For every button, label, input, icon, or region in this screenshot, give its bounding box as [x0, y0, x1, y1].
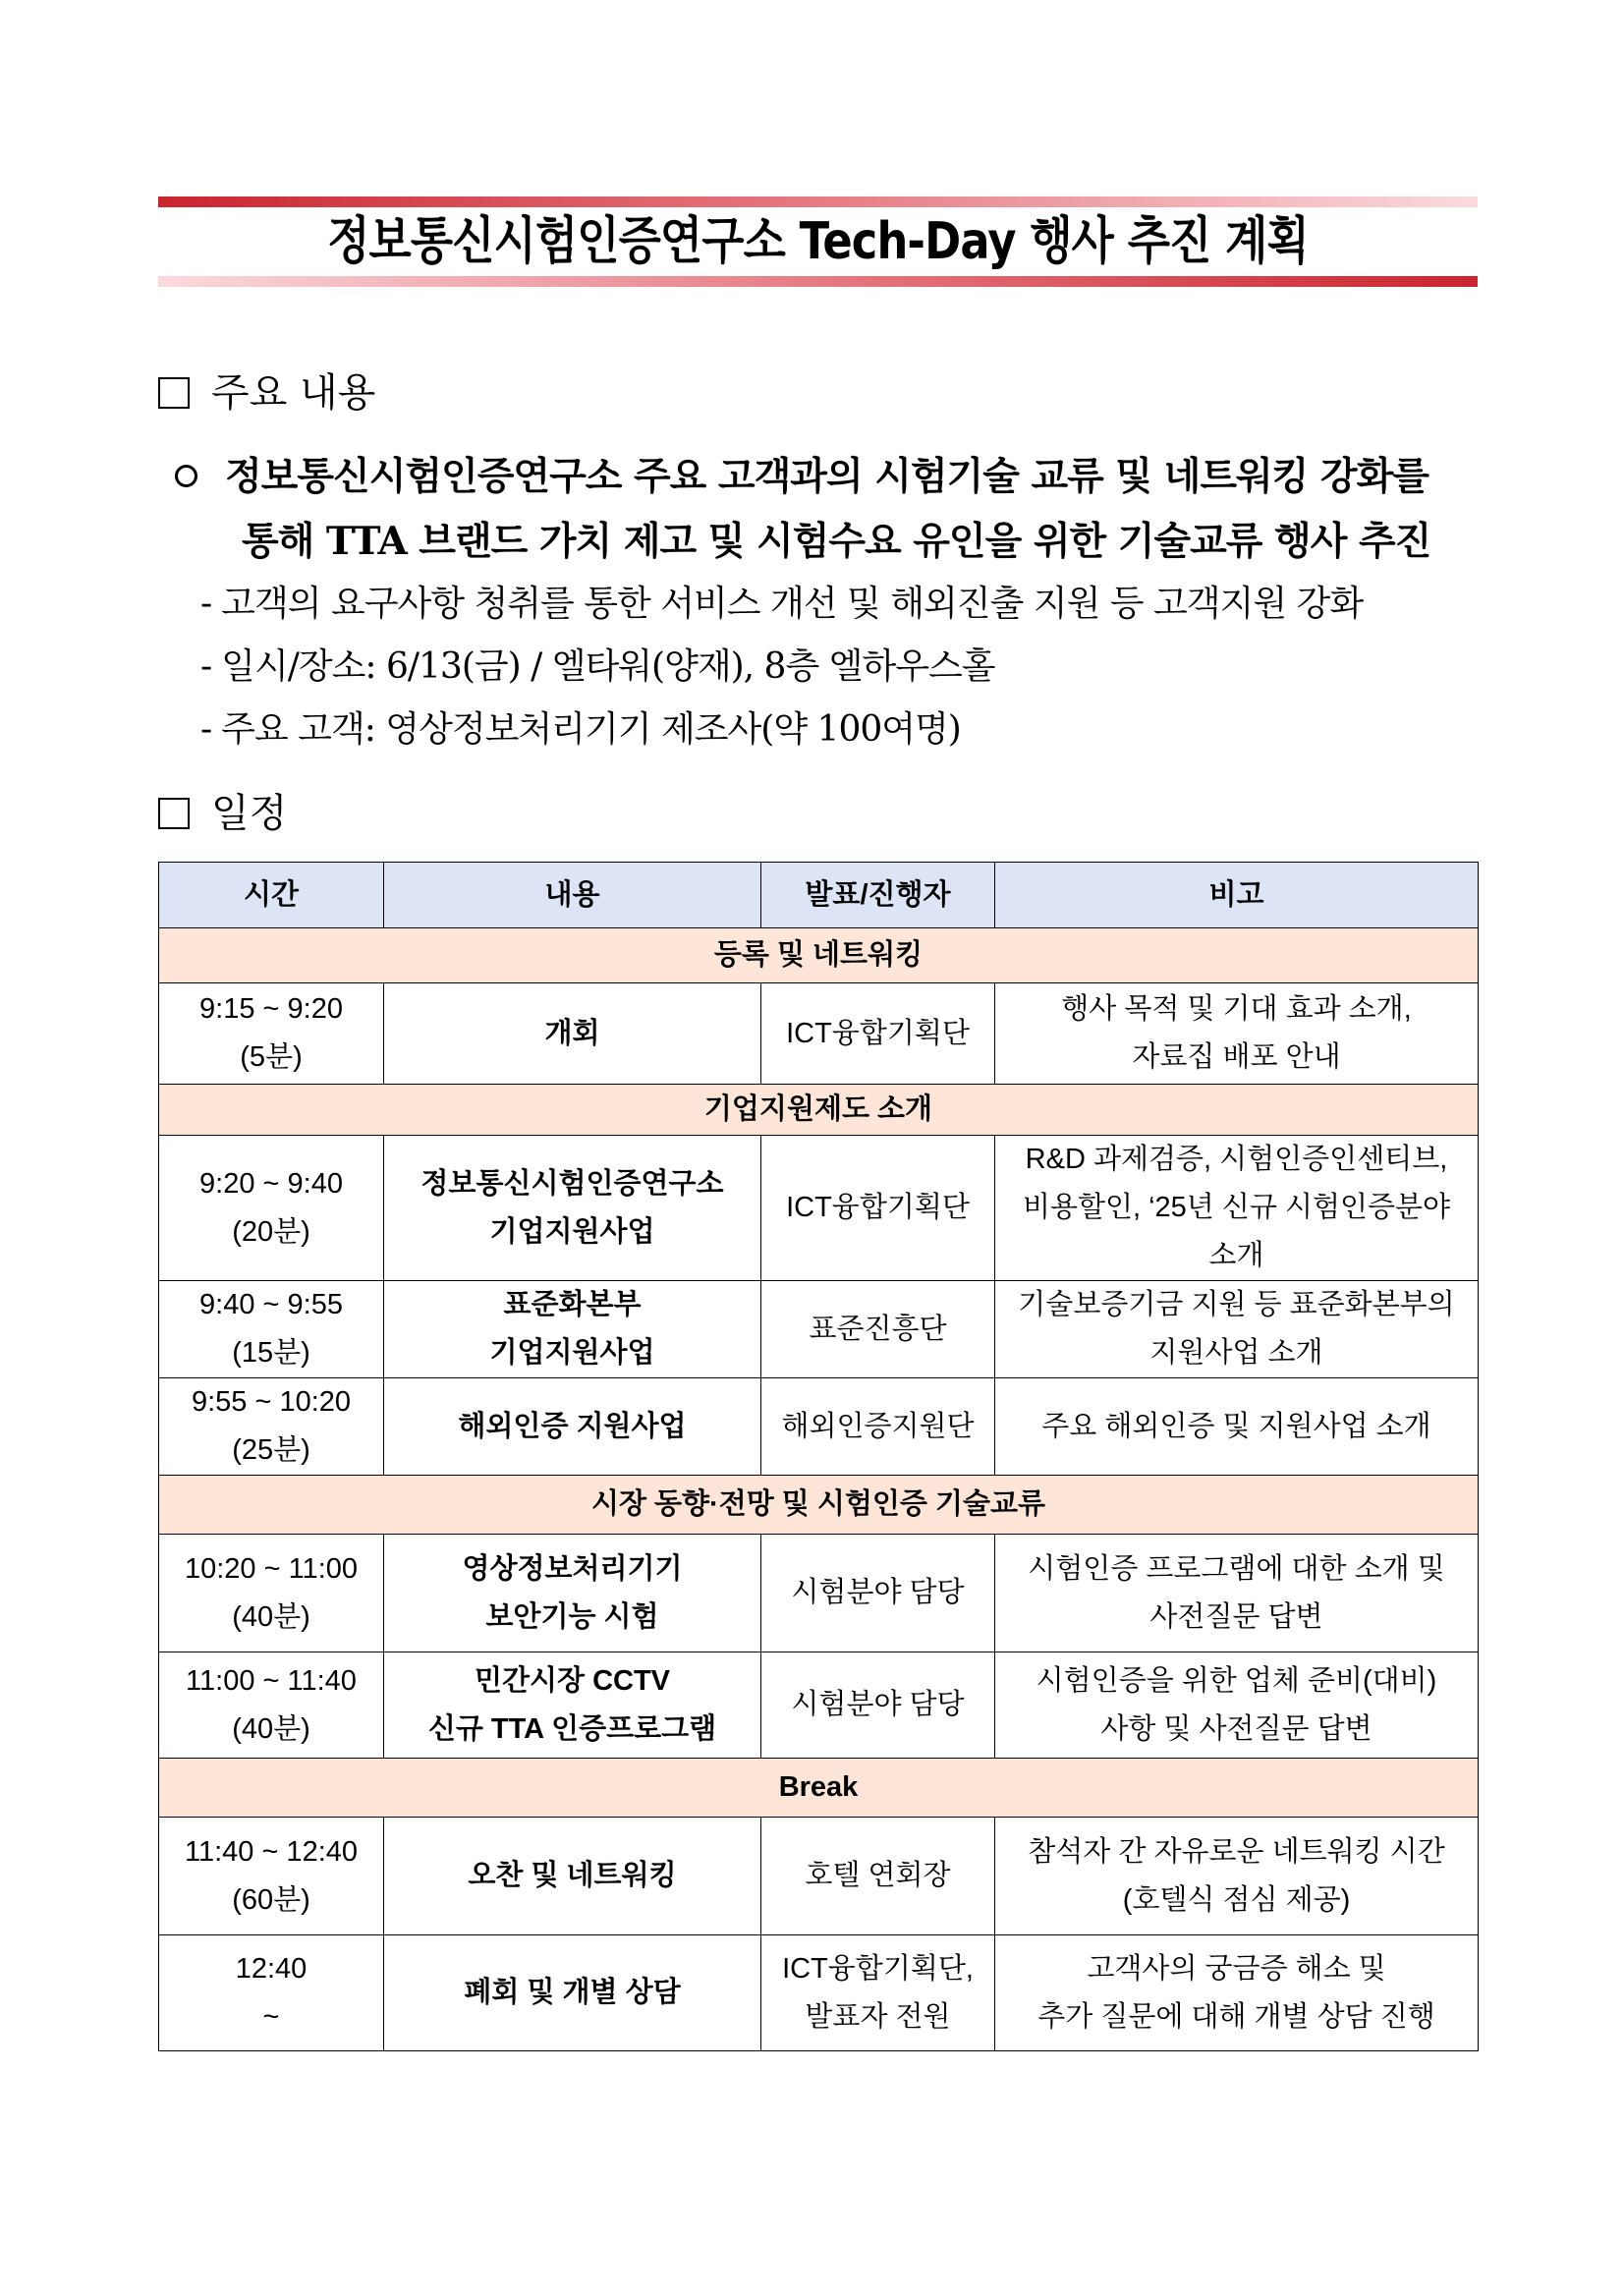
table-section-row: [159, 928, 1479, 983]
table-row: [159, 1136, 1479, 1281]
time-cell: [159, 1136, 384, 1281]
note-cell: [995, 1136, 1479, 1281]
presenter-line: 해외인증지원단: [781, 1410, 975, 1442]
note-cell: [995, 1535, 1479, 1652]
content-line: 기업지원사업: [489, 1215, 655, 1248]
table-row: [159, 1281, 1479, 1378]
checkbox-square-icon: [158, 377, 190, 409]
title-bar-bottom: [158, 276, 1478, 287]
header-presenter: 발표/진행자: [761, 863, 995, 928]
content-line: 폐회 및 개별 상담: [464, 1977, 681, 2008]
duration: (60분): [232, 1883, 310, 1916]
note-cell: [995, 1281, 1479, 1378]
content-line: 해외인증 지원사업: [458, 1410, 687, 1442]
duration: (20분): [232, 1215, 310, 1248]
time-cell: [159, 1281, 384, 1378]
time-range: 11:40 ~ 12:40: [184, 1835, 359, 1868]
note-line: 기술보증기금 지원 등 표준화본부의: [1018, 1289, 1455, 1320]
presenter-line: ICT융합기획단: [786, 1017, 970, 1049]
note-line: 소개: [1208, 1240, 1264, 1271]
content-cell: [384, 1281, 761, 1378]
content-cell: [384, 1535, 761, 1652]
section-label: 등록 및 네트워킹: [159, 928, 1479, 983]
document-title: 정보통신시험인증연구소 Tech-Day 행사 추진 계획: [327, 212, 1309, 271]
table-row: [159, 1818, 1479, 1935]
presenter-cell: [761, 1818, 995, 1935]
duration: (15분): [232, 1337, 310, 1369]
presenter-line: 발표자 전원: [805, 2000, 951, 2033]
presenter-line: 시험분야 담당: [791, 1577, 965, 1608]
table-section-row: [159, 1476, 1479, 1535]
note-line: 시험인증 프로그램에 대한 소개 및: [1028, 1552, 1445, 1585]
note-cell: [995, 983, 1479, 1085]
content-line: 민간시장 CCTV: [474, 1664, 671, 1697]
section-heading-schedule: [158, 788, 287, 839]
duration: ~: [262, 2000, 280, 2033]
dash-bullet: -: [200, 709, 212, 750]
note-line: 사전질문 답변: [1149, 1600, 1323, 1633]
note-line: 고객사의 궁금증 해소 및: [1087, 1952, 1386, 1985]
note-line: (호텔식 점심 제공): [1122, 1883, 1351, 1916]
section-label: Break: [159, 1759, 1479, 1818]
note-cell: [995, 1652, 1479, 1759]
sub-item: [200, 705, 961, 755]
main-bullet-line1: 정보통신시험인증연구소 주요 고객과의 시험기술 교류 및 네트워킹 강화를: [225, 454, 1428, 499]
presenter-line: 시험분야 담당: [791, 1689, 965, 1720]
presenter-line: 표준진흥단: [809, 1313, 947, 1345]
time-cell: [159, 1535, 384, 1652]
content-line: 영상정보처리기기: [462, 1552, 683, 1585]
note-line: 주요 해외인증 및 지원사업 소개: [1041, 1410, 1431, 1442]
presenter-cell: [761, 1535, 995, 1652]
table-row: [159, 1935, 1479, 2051]
note-line: R&D 과제검증, 시험인증인센티브,: [1025, 1144, 1448, 1175]
section-heading-text: 주요 내용: [211, 370, 376, 416]
time-cell: [159, 1652, 384, 1759]
content-cell: [384, 1378, 761, 1476]
content-line: 오찬 및 네트워킹: [468, 1860, 677, 1891]
table-row: [159, 1535, 1479, 1652]
content-line: 표준화본부: [503, 1289, 642, 1320]
presenter-cell: [761, 1935, 995, 2051]
note-cell: [995, 1378, 1479, 1476]
note-cell: [995, 1818, 1479, 1935]
schedule-table: [158, 862, 1479, 2051]
duration: (40분): [232, 1712, 310, 1745]
presenter-line: ICT융합기획단: [786, 1192, 970, 1223]
main-bullet: [175, 444, 1482, 574]
note-line: 자료집 배포 안내: [1132, 1041, 1341, 1073]
sub-item-text: 고객의 요구사항 청취를 통한 서비스 개선 및 해외진출 지원 등 고객지원 강화: [221, 584, 1364, 624]
table-row: [159, 983, 1479, 1085]
sub-item: [200, 643, 995, 692]
duration: (5분): [240, 1041, 303, 1073]
table-header-row: [159, 863, 1479, 928]
dash-bullet: -: [200, 584, 212, 624]
sub-item-text: 주요 고객: 영상정보처리기기 제조사(약 100여명): [221, 709, 961, 750]
content-cell: [384, 983, 761, 1085]
time-cell: [159, 983, 384, 1085]
header-time: 시간: [159, 863, 384, 928]
content-line: 보안기능 시험: [485, 1600, 659, 1633]
circle-bullet-icon: [175, 465, 197, 487]
presenter-cell: [761, 1281, 995, 1378]
section-heading-main: [158, 367, 375, 419]
table-section-row: [159, 1759, 1479, 1818]
duration: (25분): [232, 1434, 310, 1466]
sub-item: [200, 580, 1363, 629]
main-bullet-line2: 통해 TTA 브랜드 가치 제고 및 시험수요 유인을 위한 기술교류 행사 추진: [242, 519, 1431, 564]
presenter-cell: [761, 1378, 995, 1476]
presenter-line: 호텔 연회장: [805, 1860, 951, 1891]
presenter-cell: [761, 1136, 995, 1281]
note-cell: [995, 1935, 1479, 2051]
time-range: 9:40 ~ 9:55: [199, 1289, 343, 1320]
section-label: 시장 동향·전망 및 시험인증 기술교류: [159, 1476, 1479, 1535]
presenter-line: ICT융합기획단,: [782, 1952, 974, 1985]
time-range: 9:15 ~ 9:20: [199, 993, 343, 1025]
duration: (40분): [232, 1600, 310, 1633]
table-section-row: [159, 1085, 1479, 1136]
time-range: 11:00 ~ 11:40: [186, 1664, 357, 1697]
time-cell: [159, 1818, 384, 1935]
presenter-cell: [761, 1652, 995, 1759]
dash-bullet: -: [200, 646, 212, 687]
note-line: 비용할인, ‘25년 신규 시험인증분야: [1022, 1192, 1451, 1223]
note-line: 지원사업 소개: [1149, 1337, 1323, 1369]
table-row: [159, 1378, 1479, 1476]
table-row: [159, 1652, 1479, 1759]
header-content: 내용: [384, 863, 761, 928]
time-cell: [159, 1378, 384, 1476]
content-line: 신규 TTA 인증프로그램: [427, 1712, 717, 1745]
content-cell: [384, 1652, 761, 1759]
sub-item-text: 일시/장소: 6/13(금) / 엘타워(양재), 8층 엘하우스홀: [221, 646, 995, 687]
content-line: 개회: [544, 1017, 600, 1049]
content-cell: [384, 1818, 761, 1935]
section-label: 기업지원제도 소개: [159, 1085, 1479, 1136]
time-range: 9:55 ~ 10:20: [191, 1386, 352, 1418]
note-line: 추가 질문에 대해 개별 상담 진행: [1037, 2000, 1435, 2033]
section-heading-text: 일정: [211, 791, 288, 836]
time-cell: [159, 1935, 384, 2051]
note-line: 참석자 간 자유로운 네트워킹 시간: [1028, 1835, 1445, 1868]
presenter-cell: [761, 983, 995, 1085]
content-cell: [384, 1136, 761, 1281]
time-range: 10:20 ~ 11:00: [184, 1552, 359, 1585]
content-line: 정보통신시험인증연구소: [420, 1167, 724, 1200]
time-range: 9:20 ~ 9:40: [199, 1167, 343, 1200]
content-cell: [384, 1935, 761, 2051]
note-line: 시험인증을 위한 업체 준비(대비): [1036, 1664, 1437, 1697]
content-line: 기업지원사업: [489, 1337, 655, 1369]
header-note: 비고: [995, 863, 1479, 928]
note-line: 행사 목적 및 기대 효과 소개,: [1061, 993, 1412, 1025]
title-bar-top: [158, 196, 1478, 207]
checkbox-square-icon: [158, 798, 190, 829]
note-line: 사항 및 사전질문 답변: [1100, 1712, 1372, 1745]
time-range: 12:40: [235, 1952, 308, 1985]
